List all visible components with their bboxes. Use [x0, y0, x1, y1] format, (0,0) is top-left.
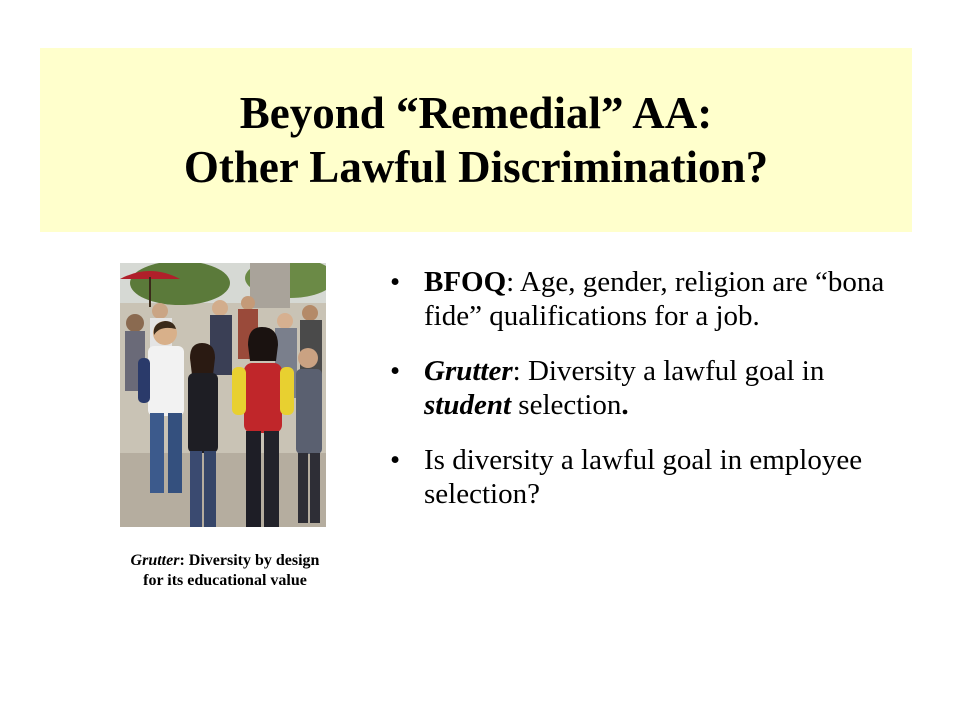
bullet-marker: • [390, 444, 401, 476]
bullet-emphasis-student: student [424, 389, 512, 421]
bullet-term-grutter: Grutter [424, 355, 513, 387]
students-photo [120, 263, 326, 527]
caption-line-2: for its educational value [143, 572, 307, 589]
bullet-item-employee [386, 443, 886, 511]
title-banner [40, 48, 912, 232]
bullet-text-grutter-2: selection [511, 389, 622, 421]
bullet-item-grutter [386, 354, 886, 422]
bullet-period: . [621, 389, 629, 421]
bullet-text-grutter-1: : Diversity a lawful goal in [512, 355, 825, 387]
slide-title-line-1: Beyond “Remedial” AA: [239, 88, 713, 138]
students-photo-image [120, 263, 326, 527]
bullet-marker: • [390, 266, 401, 298]
slide-title-line-2: Other Lawful Discrimination? [183, 142, 769, 192]
bullet-item-bfoq [386, 265, 886, 333]
bullet-term-bfoq: BFOQ [424, 266, 507, 298]
caption-case-name: Grutter [130, 552, 180, 569]
caption-line-1 [92, 551, 358, 571]
photo-caption [92, 551, 358, 591]
bullet-text-bfoq: : Age, gender, religion are “bona fide” qualifications for a job. [424, 266, 885, 332]
bullet-marker: • [390, 355, 401, 387]
bullet-text-employee: Is diversity a lawful goal in employee selection? [424, 444, 863, 510]
caption-line-1-text: : Diversity by design [179, 552, 320, 569]
bullet-list [386, 265, 886, 532]
